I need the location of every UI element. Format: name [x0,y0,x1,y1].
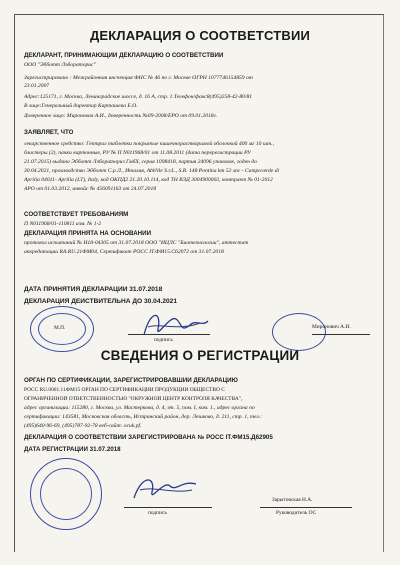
basis-line: протокол испытаний № Н18-04305 от 31.07.2018 ООО "ИЦЛС "Биотехнологии", аттестат [24,240,249,246]
applicant-line: Доверенное лицо: Миронович А.И., доверенность №09-2008/ЕРО от 09.01.2018г. [24,113,218,119]
signer-name-line [312,334,370,335]
organ-line: РОСС RU.0001.11ФМ15 ОРГАН ПО СЕРТИФИКАЦИИ ПРОДУКЦИИ ОБЩЕСТВО С [24,387,225,393]
product-line: Aprilia 04011- Aprilia (LT), Italy, код ОКПД2 21.20.10.114, код ТН ВЭД 3004900002, контракт № 01-2012 [24,177,273,183]
basis-line: аккредитации RA.RU.21ФМ04, Сертификат РОСС IT.ФМ15.С62072 от 31.07.2018 [24,249,224,255]
signer-name: Миронович А.И. [312,324,351,330]
applicant-heading: ДЕКЛАРАНТ, ПРИНИМАЮЩИЙ ДЕКЛАРАЦИЮ О СООТВЕТСТВИИ [24,52,224,59]
requirements-line: П N011968/01-110811 изм. № 1-2 [24,221,102,227]
product-line: блистеры (2), пачки картонные, РУ № П N011968/01 от 11.08.2011 (дата перерегистрации РУ [24,150,251,156]
applicant-line: ООО "Эбботт Лэбораторис" [24,62,96,68]
head-name: Зарытовская Н.А. [272,497,313,503]
product-line: 21.07.2015) выдано Эбботт Лэбораториз ГмбХ, серия 1098418, партия 24096 упаковок, годен до [24,159,257,165]
applicant-line: Адрес:125171, г. Москва, Ленинградское шоссе, д. 16 А, стр. 1.Телефон/факс8(495)258-42-80/81 [24,94,253,100]
registrar-signature-label: подпись [148,510,167,516]
organ-line: адрес организации: 115280, г. Москва, ул. Мастеркова, д. 4, эт. 5, пом. I, ком. 1., адрес органа по [24,405,255,411]
applicant-line: В лице:Генеральный директор Карташева Е.О. [24,103,138,109]
product-line: 30.04.2021, производство Эбботт С.р.Л., Италия, AbbVie S.r.L., S.R. 148 Pontina km 52 snc - Campoverde di [24,168,280,174]
applicant-line: Зарегистрировано : Межрайонная инспекция ФНС № 46 по г. Москве ОГРН 1077746154859 от [24,75,253,81]
head-name-line [260,507,352,508]
valid-until: ДЕКЛАРАЦИЯ ДЕЙСТВИТЕЛЬНА ДО 30.04.2021 [24,298,177,305]
registration-date: ДАТА РЕГИСТРАЦИИ 31.07.2018 [24,446,121,453]
declares-heading: ЗАЯВЛЯЕТ, ЧТО [24,129,74,136]
requirements-heading: СООТВЕТСТВУЕТ ТРЕБОВАНИЯМ [24,211,129,218]
organ-line: сертификации: 143581, Московская область, Истринский район, дер. Лешково, д. 211, стр. 1, тел.: [24,414,263,420]
head-role: Руководитель ОС [276,510,317,516]
certification-body-stamp-inner [40,468,92,520]
basis-heading: ДЕКЛАРАЦИЯ ПРИНЯТА НА ОСНОВАНИИ [24,230,152,237]
document-title: ДЕКЛАРАЦИЯ О СООТВЕТСТВИИ [89,28,311,43]
product-line: АРО от 01.03.2012, инвойс № 456091163 от 24.07.2018 [24,186,157,192]
registrar-signature-line [124,507,212,508]
registration-number-line: ДЕКЛАРАЦИЯ О СООТВЕТСТВИИ ЗАРЕГИСТРИРОВАНА № РОСС IT.ФМ15.Д62905 [24,434,273,441]
mp-label: М.П. [54,325,66,331]
organ-heading: ОРГАН ПО СЕРТИФИКАЦИИ, ЗАРЕГИСТРИРОВАВШИЙ ДЕКЛАРАЦИЮ [24,377,238,384]
registration-title: СВЕДЕНИЯ О РЕГИСТРАЦИИ [100,348,300,363]
agent-stamp [272,313,326,351]
organ-line: (495)640-96-69, (495)787-92-78 веб-сайт: ocuk.pf. [24,423,142,429]
accept-date: ДАТА ПРИНЯТИЯ ДЕКЛАРАЦИИ 31.07.2018 [24,286,163,293]
product-line: лекарственное средство: Гептрал таблетки покрытые кишечнорастворимой оболочкой 400 мг 10 шт., [24,141,274,147]
organ-line: ОГРАНИЧЕННОЙ ОТВЕТСТВЕННОСТЬЮ "ОКРУЖНОЙ ЦЕНТР КОНТРОЛЯ КАЧЕСТВА", [24,396,243,402]
signature-label: подпись [154,337,173,343]
declarant-signature [140,305,210,345]
signature-line [128,334,210,335]
applicant-line: 23.01.2007 [24,83,50,89]
registrar-signature [130,470,200,510]
